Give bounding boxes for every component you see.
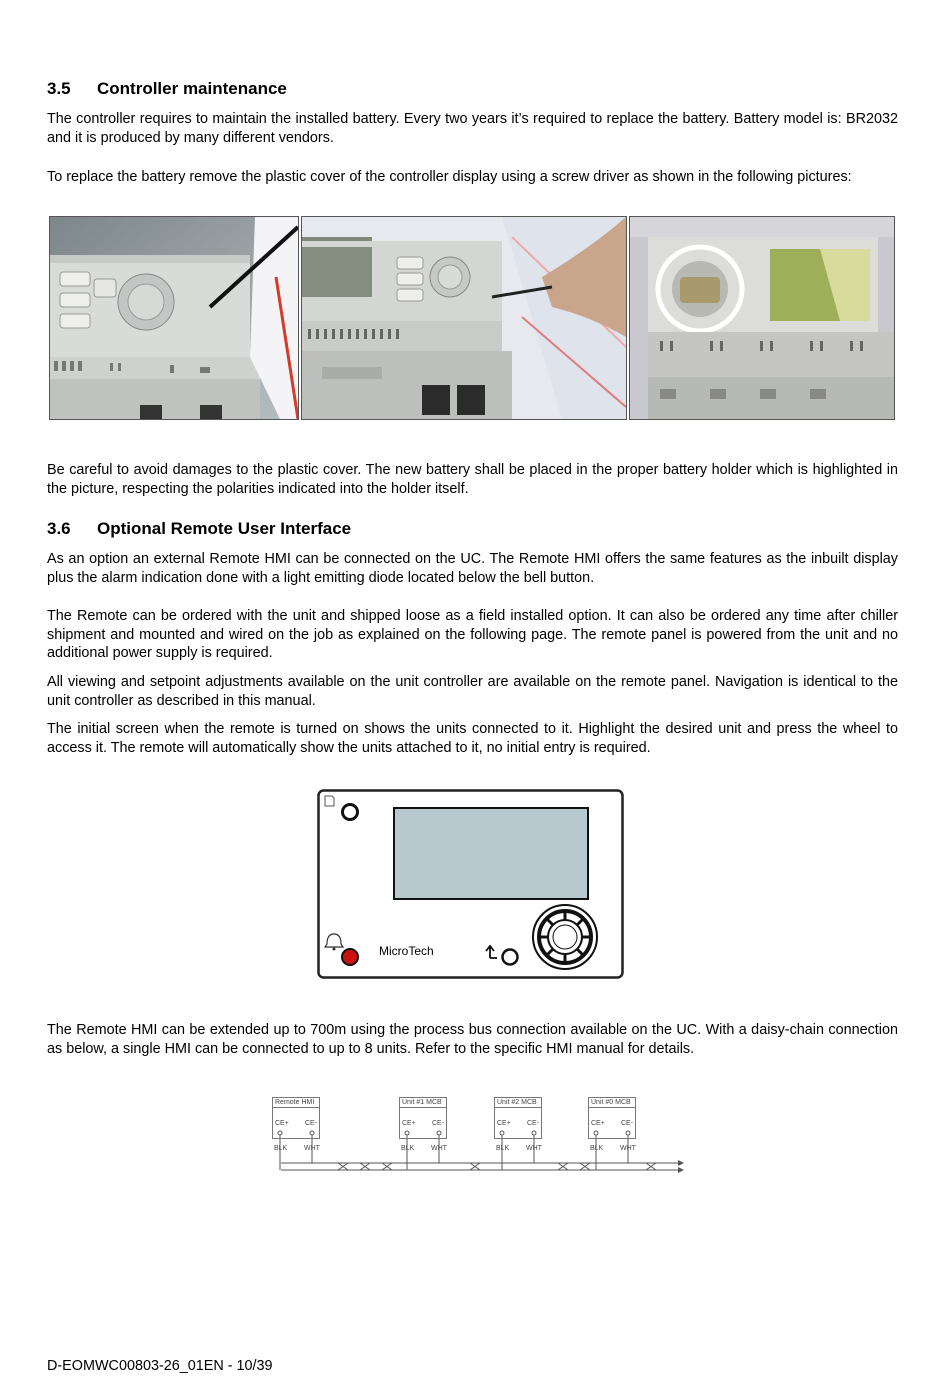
terminal-label: CE- xyxy=(621,1120,634,1127)
paragraph: The initial screen when the remote is turned on shows the units connected to it. Highlight the desired unit and press the wheel to access it. The remote will automatically show the units attached to it, no initial entry is required. xyxy=(47,721,898,756)
paragraph: All viewing and setpoint adjustments available on the unit controller are available on the remote panel. Navigation is identical to the unit controller as described in this manual. xyxy=(47,674,898,709)
terminal-label: CE+ xyxy=(275,1120,289,1127)
daisy-chain-node xyxy=(588,1097,636,1139)
paragraph: As an option an external Remote HMI can be connected on the UC. The Remote HMI offers the same features as the inbuilt display plus the alarm indication done with a light emitting diode located below the bell button. xyxy=(47,551,898,586)
daisy-chain-node xyxy=(399,1097,447,1139)
section-heading-3-5 xyxy=(47,79,287,99)
section-title: Controller maintenance xyxy=(97,79,287,98)
wire-label: BLK xyxy=(590,1145,604,1152)
wire-label: BLK xyxy=(401,1145,415,1152)
twisted-pair-cross xyxy=(580,1163,590,1170)
section-number: 3.5 xyxy=(47,79,71,98)
node-title: Unit #2 MCB xyxy=(495,1098,541,1108)
remote-hmi-panel xyxy=(317,789,624,979)
photo-controller-screwdriver xyxy=(49,216,299,420)
twisted-pair-cross xyxy=(382,1163,392,1170)
node-title: Remote HMI xyxy=(273,1098,319,1108)
paragraph: Be careful to avoid damages to the plastic cover. The new battery shall be placed in the proper battery holder which is highlighted in the picture, respecting the polarities indicated into the holder itself. xyxy=(47,462,898,497)
terminal-label: CE+ xyxy=(402,1120,416,1127)
terminal-label: CE- xyxy=(527,1120,540,1127)
twisted-pair-cross xyxy=(646,1163,656,1170)
wire-label: WHT xyxy=(526,1145,542,1152)
terminal-label: CE- xyxy=(432,1120,445,1127)
terminal-label: CE- xyxy=(305,1120,318,1127)
node-title: Unit #1 MCB xyxy=(400,1098,446,1108)
terminal-label: CE+ xyxy=(497,1120,511,1127)
twisted-pair-cross xyxy=(470,1163,480,1170)
navigation-wheel-icon xyxy=(533,905,597,969)
paragraph: The Remote HMI can be extended up to 700m using the process bus connection available on the UC. With a daisy-chain connection as below, a single HMI can be connected to up to 8 units. Refer to the specific HMI manual for details. xyxy=(47,1022,898,1057)
daisy-chain-diagram xyxy=(268,1093,684,1175)
daisy-chain-node xyxy=(272,1097,320,1139)
paragraph: To replace the battery remove the plastic cover of the controller display using a screw driver as shown in the following pictures: xyxy=(47,169,852,185)
section-number: 3.6 xyxy=(47,519,71,538)
footer-doc-ref: D-EOMWC00803-26_01EN - 10/39 xyxy=(47,1358,273,1374)
paragraph: The Remote can be ordered with the unit and shipped loose as a field installed option. It can also be ordered any time after chiller shipment and mounted and wired on the job as explained on the following page. The remote panel is powered from the unit and no additional power supply is required. xyxy=(47,608,898,662)
photo-cover-removal xyxy=(301,216,627,420)
wire-label: WHT xyxy=(620,1145,636,1152)
wire-label: BLK xyxy=(274,1145,288,1152)
node-title: Unit #0 MCB xyxy=(589,1098,635,1108)
paragraph: The controller requires to maintain the installed battery. Every two years it’s required to replace the battery. Battery model is: BR2032 and it is produced by many different vendors. xyxy=(47,111,898,146)
wire-label: WHT xyxy=(304,1145,320,1152)
twisted-pair-cross xyxy=(360,1163,370,1170)
twisted-pair-cross xyxy=(558,1163,568,1170)
wire-label: WHT xyxy=(431,1145,447,1152)
section-heading-3-6 xyxy=(47,519,351,539)
wire-label: BLK xyxy=(496,1145,510,1152)
twisted-pair-cross xyxy=(338,1163,348,1170)
section-title: Optional Remote User Interface xyxy=(97,519,352,538)
photo-battery-holder xyxy=(629,216,895,420)
brand-label: MicroTech xyxy=(379,944,434,958)
terminal-label: CE+ xyxy=(591,1120,605,1127)
daisy-chain-node xyxy=(494,1097,542,1139)
